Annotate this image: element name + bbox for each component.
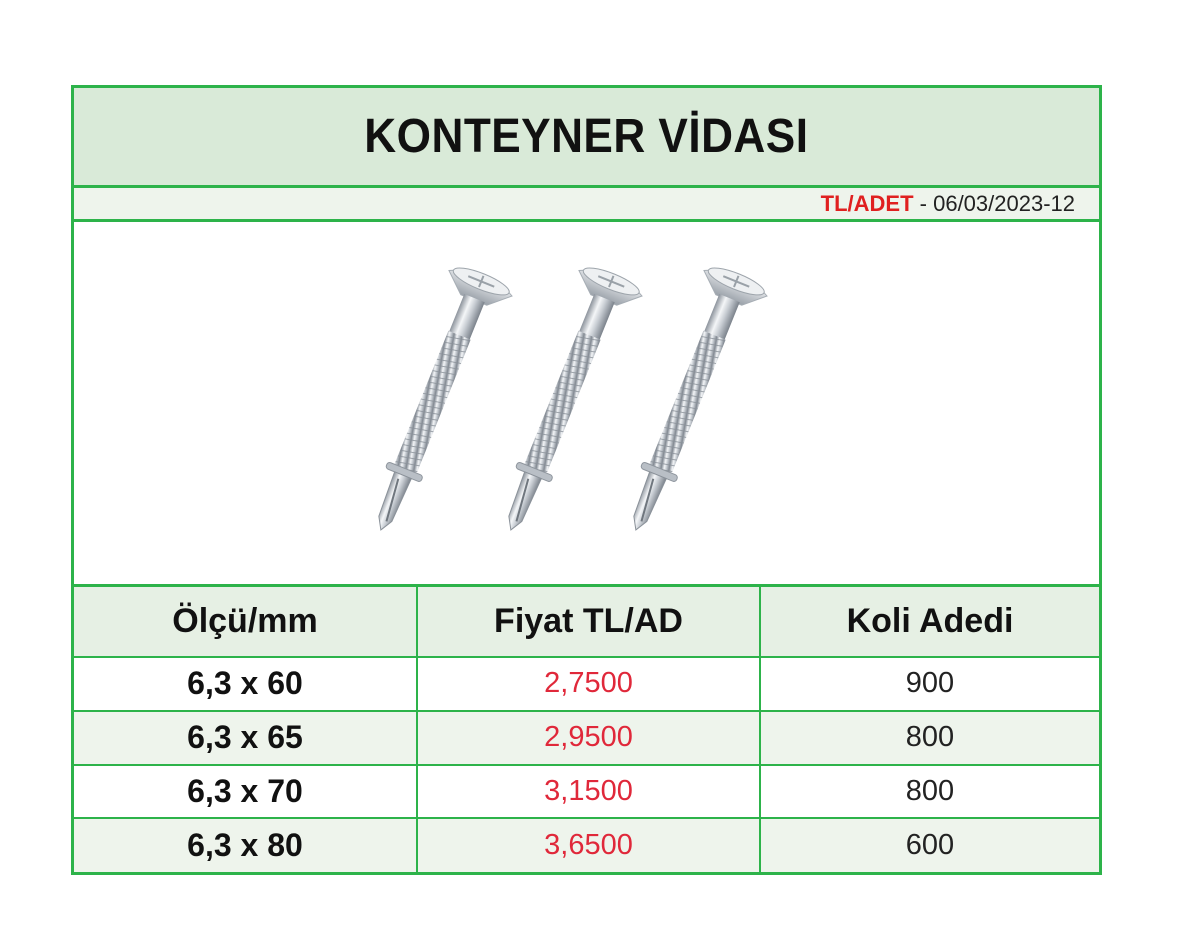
page-title: KONTEYNER VİDASI bbox=[364, 110, 809, 163]
self-drilling-screws-image bbox=[354, 262, 834, 552]
table-row bbox=[74, 765, 1099, 819]
column-header-box-qty: Koli Adedi bbox=[760, 587, 1099, 657]
size-cell: 6,3 x 65 bbox=[74, 711, 417, 765]
price-cell: 2,7500 bbox=[417, 657, 760, 711]
box-qty-cell: 800 bbox=[760, 711, 1099, 765]
table-header-row bbox=[74, 587, 1099, 657]
separator: - bbox=[913, 190, 934, 216]
table-row bbox=[74, 818, 1099, 872]
price-table bbox=[74, 587, 1099, 872]
price-unit-label: TL/ADET bbox=[820, 190, 914, 216]
price-cell: 3,6500 bbox=[417, 818, 760, 872]
table-row bbox=[74, 711, 1099, 765]
column-header-size: Ölçü/mm bbox=[74, 587, 417, 657]
price-date-code: 06/03/2023-12 bbox=[933, 190, 1075, 216]
size-cell: 6,3 x 80 bbox=[74, 818, 417, 872]
column-header-price: Fiyat TL/AD bbox=[417, 587, 760, 657]
box-qty-cell: 600 bbox=[760, 818, 1099, 872]
table-row bbox=[74, 657, 1099, 711]
box-qty-cell: 900 bbox=[760, 657, 1099, 711]
title-bar bbox=[74, 88, 1099, 188]
price-cell: 3,1500 bbox=[417, 765, 760, 819]
product-image-area bbox=[74, 222, 1099, 587]
size-cell: 6,3 x 70 bbox=[74, 765, 417, 819]
price-sheet bbox=[71, 85, 1102, 875]
price-meta-bar bbox=[74, 188, 1099, 222]
size-cell: 6,3 x 60 bbox=[74, 657, 417, 711]
box-qty-cell: 800 bbox=[760, 765, 1099, 819]
price-cell: 2,9500 bbox=[417, 711, 760, 765]
